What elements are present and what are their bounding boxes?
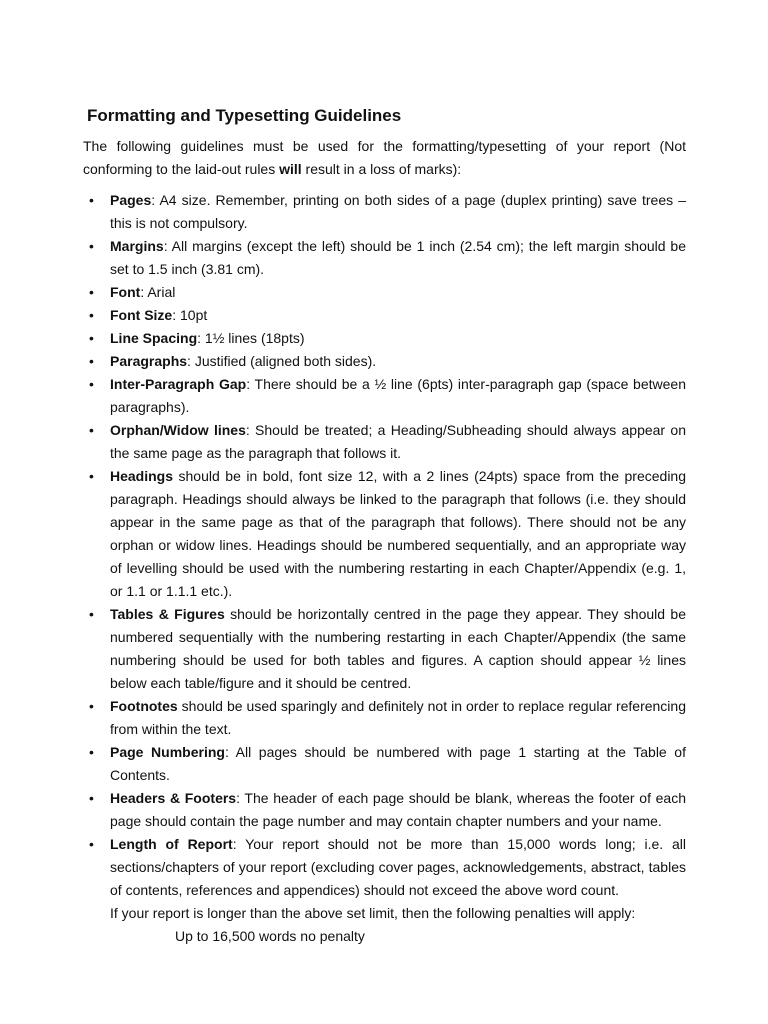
- bullet-icon: •: [89, 238, 94, 254]
- list-item-tables-figures: [83, 603, 686, 695]
- list-item-headers-footers: [83, 787, 686, 833]
- bullet-icon: •: [89, 790, 94, 806]
- item-text: : 1½ lines (18pts): [197, 330, 305, 346]
- list-item-font-size: [83, 304, 686, 327]
- bullet-icon: •: [89, 468, 94, 484]
- item-text: should be horizontally centred in the page they appear. They should be numbered sequentially with the numbering restarting in each Chapter/Appendix (the same numbering should be used for both tables and figures. A caption should appear ½ lines below each table/figure and it should be centred.: [110, 606, 686, 691]
- bullet-icon: •: [89, 330, 94, 346]
- list-item-footnotes: [83, 695, 686, 741]
- intro-text-end: result in a loss of marks):: [301, 161, 462, 177]
- item-text: : Arial: [140, 284, 176, 300]
- bullet-icon: •: [89, 376, 94, 392]
- list-item-line-spacing: [83, 327, 686, 350]
- item-text: : Your report should not be more than 15,000 words long; i.e. all sections/chapters of your report (excluding cover pages, acknowledgements, abstract, tables of contents, references and appendices) should not exceed the above word count.: [110, 836, 687, 898]
- item-text: : There should be a ½ line (6pts) inter-paragraph gap (space between paragraphs).: [110, 376, 686, 415]
- item-term: Footnotes: [110, 698, 178, 714]
- item-term: Tables & Figures: [110, 606, 225, 622]
- item-term: Pages: [110, 192, 152, 208]
- item-term: Margins: [110, 238, 164, 254]
- list-item-paragraphs: [83, 350, 686, 373]
- page-title: Formatting and Typesetting Guidelines: [87, 106, 402, 125]
- bullet-icon: •: [89, 422, 94, 438]
- penalty-intro: If your report is longer than the above set limit, then the following penalties will apply:: [110, 905, 636, 921]
- item-text: : 10pt: [172, 307, 208, 323]
- intro-paragraph: [83, 135, 686, 181]
- bullet-icon: •: [89, 836, 94, 852]
- list-item-headings: [83, 465, 686, 603]
- item-term: Font Size: [110, 307, 173, 323]
- bullet-icon: •: [89, 353, 94, 369]
- penalty-line: Up to 16,500 words no penalty: [175, 928, 365, 944]
- item-text: : All margins (except the left) should be 1 inch (2.54 cm); the left margin should be set to 1.5 inch (3.81 cm).: [110, 238, 686, 277]
- list-item-page-numbering: [83, 741, 686, 787]
- bullet-icon: •: [89, 284, 94, 300]
- item-term: Font: [110, 284, 141, 300]
- item-term: Headers & Footers: [110, 790, 237, 806]
- item-term: Headings: [110, 468, 174, 484]
- list-item-margins: [83, 235, 686, 281]
- item-term: Line Spacing: [110, 330, 198, 346]
- item-text: : A4 size. Remember, printing on both sides of a page (duplex printing) save trees – this is not compulsory.: [110, 192, 686, 231]
- item-text: should be used sparingly and definitely not in order to replace regular referencing from within the text.: [110, 698, 686, 737]
- bullet-icon: •: [89, 192, 94, 208]
- item-term: Orphan/Widow lines: [110, 422, 246, 438]
- item-term: Length of Report: [110, 836, 233, 852]
- item-text: should be in bold, font size 12, with a 2 lines (24pts) space from the preceding paragraph. Headings should always be linked to the paragraph that follows (i.e. they should appear in the same page as that of the paragraph that follows). There should not be any orphan or widow lines. Headings should be numbered sequentially, and an appropriate way of levelling should be used with the numbering restarting in each Chapter/Appendix (e.g. 1, or 1.1 or 1.1.1 etc.).: [110, 468, 686, 599]
- item-text: : All pages should be numbered with page 1 starting at the Table of Contents.: [110, 744, 686, 783]
- guidelines-list: [83, 189, 686, 902]
- item-text: : Should be treated; a Heading/Subheading should always appear on the same page as the paragraph that follows it.: [110, 422, 686, 461]
- item-text: : Justified (aligned both sides).: [187, 353, 377, 369]
- list-item-pages: [83, 189, 686, 235]
- intro-emphasis: will: [279, 161, 302, 177]
- list-item-length-of-report: [83, 833, 686, 902]
- item-term: Page Numbering: [110, 744, 225, 760]
- bullet-icon: •: [89, 606, 94, 622]
- bullet-icon: •: [89, 744, 94, 760]
- item-text: : The header of each page should be blank, whereas the footer of each page should contain the page number and may contain chapter numbers and your name.: [110, 790, 687, 829]
- document-page: [83, 104, 686, 948]
- list-item-font: [83, 281, 686, 304]
- bullet-icon: •: [89, 698, 94, 714]
- item-term: Inter-Paragraph Gap: [110, 376, 247, 392]
- bullet-icon: •: [89, 307, 94, 323]
- list-item-orphan-widow: [83, 419, 686, 465]
- list-item-inter-paragraph-gap: [83, 373, 686, 419]
- intro-text-start: The following guidelines must be used for the formatting/typesetting of your report (Not conforming to the laid-out rules: [83, 138, 686, 177]
- item-term: Paragraphs: [110, 353, 188, 369]
